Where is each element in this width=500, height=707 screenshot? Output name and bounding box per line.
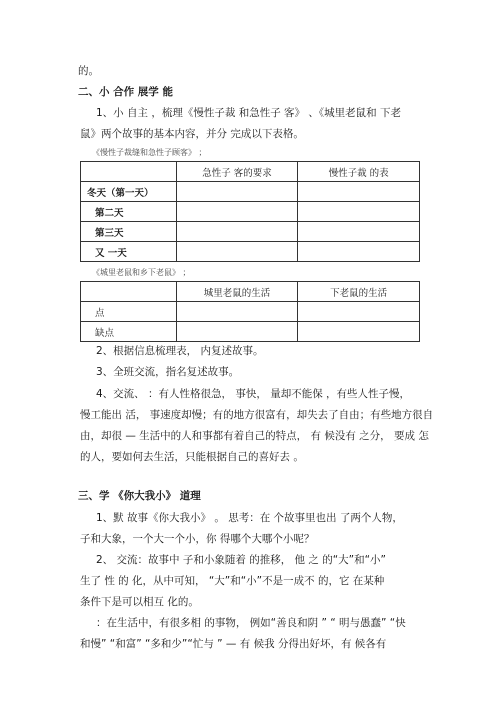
paragraph-line: 1、默 故事《你大我小》 。 思考：在 个故事里也出 了两个人物， (96, 512, 403, 524)
table-row-label: 第二天 (81, 202, 177, 222)
table-row (81, 182, 420, 202)
table-cell (298, 202, 420, 222)
paragraph-line: 慢工能出 活， 事速度却慢；有的地方很富有，却失去了自由；有些地方很自 (80, 409, 434, 421)
paragraph-line: 生了 性 的 化，从中可知， “大”和“小”不是一成不 的，它 在某种 (80, 575, 385, 587)
table-cell (298, 182, 420, 202)
table-cell (176, 222, 298, 242)
paragraph-line: 鼠》两个故事的基本内容，并分 完成以下表格。 (80, 128, 304, 140)
paragraph-line: 4、交流、 ：有人性格很急， 事快， 量却不能保 ，有些人性子慢， (96, 388, 411, 400)
table-row (81, 222, 420, 242)
table-cell (176, 322, 298, 342)
table-caption-1: 《慢性子裁缝和急性子顾客》 ； (92, 148, 207, 157)
table-cell (176, 182, 298, 202)
table-row-label: 缺点 (81, 322, 177, 342)
table-row-label: 点 (81, 302, 177, 322)
section-heading-2: 二、小 合作 展学 能 (78, 86, 173, 98)
table-cell (298, 242, 420, 262)
table-header-row (81, 282, 420, 302)
table-cell (176, 242, 298, 262)
table-header-cell (81, 162, 177, 182)
text-line: 的。 (78, 65, 99, 77)
table-cell (176, 302, 298, 322)
table-row-label: 又 一天 (81, 242, 177, 262)
paragraph-line: 2、 交流：故事中 子和小象随着 的推移， 他 之 的“大”和“小” (96, 554, 386, 566)
table-1 (80, 161, 420, 262)
paragraph-line: 2、根据信息梳理表， 内复述故事。 (96, 345, 264, 357)
paragraph-line: 3、全班交流，指名复述故事。 (96, 366, 240, 378)
table-row (81, 242, 420, 262)
table-caption-2: 《城里老鼠和乡下老鼠》 ； (92, 268, 191, 277)
table-row-label: 冬天（第一天） (81, 182, 177, 202)
paragraph-line: 子和大象，一个大一个小，你 得哪个大哪个小呢？ (80, 533, 315, 545)
table-header-row (81, 162, 420, 182)
paragraph-line: 的人，要如何去生活，只能根据自己的喜好去 。 (80, 451, 304, 463)
table-header-cell: 急性子 客的要求 (176, 162, 298, 182)
paragraph-line: ：在生活中，有很多相 的事物， 例如“善良和阴 ” “ 明与愚蠢” “快 (96, 617, 406, 629)
table-header-cell: 下老鼠的生活 (298, 282, 420, 302)
table-2 (80, 281, 420, 342)
table-header-cell: 慢性子裁 的表 (298, 162, 420, 182)
table-row-label: 第三天 (81, 222, 177, 242)
table-cell (298, 322, 420, 342)
paragraph-line: 1、小 自主 ，梳理《慢性子裁 和急性子 客》 、《城里老鼠和 下老 (96, 107, 401, 119)
table-row (81, 202, 420, 222)
table-cell (176, 202, 298, 222)
table-cell (298, 222, 420, 242)
table-row (81, 322, 420, 342)
table-cell (298, 302, 420, 322)
paragraph-line: 由，却很 — 生活中的人和事都有着自己的特点， 有 候没有 之分， 要成 怎 (80, 430, 429, 442)
table-row (81, 302, 420, 322)
table-header-cell (81, 282, 177, 302)
section-heading-3: 三、学 《你大我小》 道理 (78, 490, 201, 502)
paragraph-line: 条件下是可以相互 化的。 (80, 596, 199, 608)
paragraph-line: 和慢” “和富” “多和少”“忙与 ” — 有 候我 分得出好坏，有 候各有 (80, 638, 387, 650)
table-header-cell: 城里老鼠的生活 (176, 282, 298, 302)
